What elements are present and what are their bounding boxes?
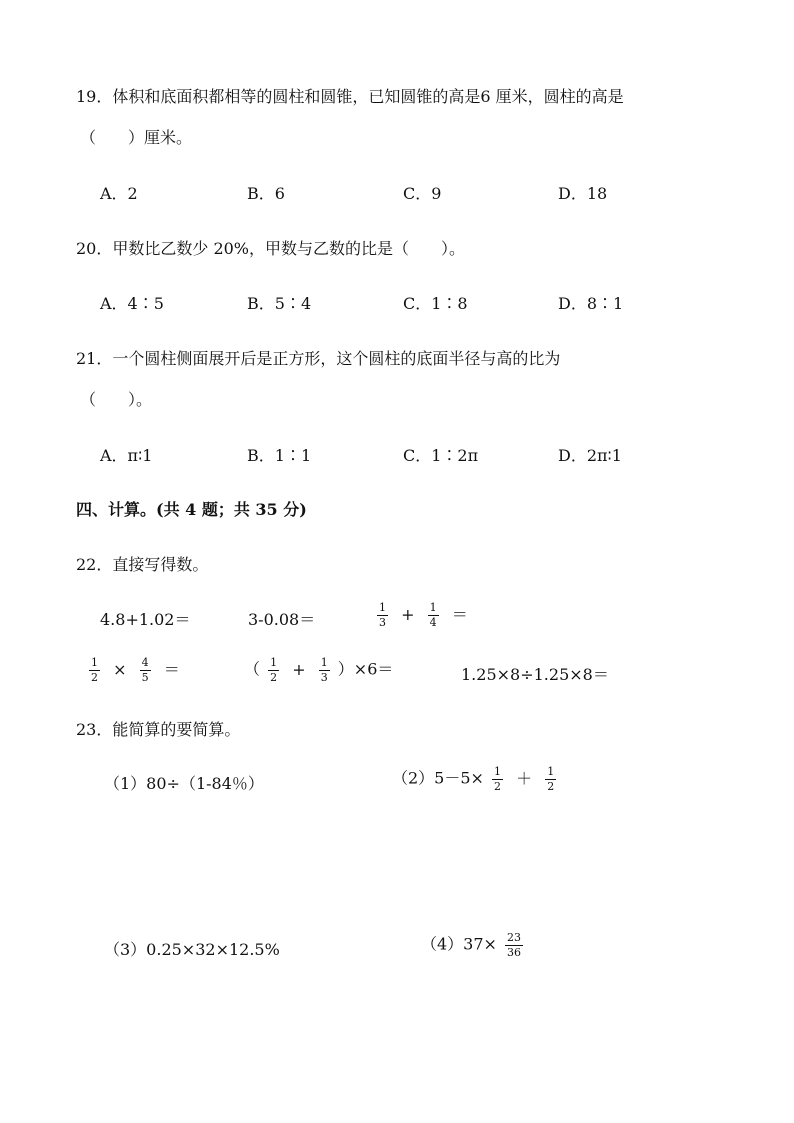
q23-part-3: （3）0.25×32×12.5% — [104, 940, 280, 959]
q20-stem: 20．甲数比乙数少 20%，甲数与乙数的比是（ ）。 — [76, 239, 466, 258]
q22-expr-6: 1.25×8÷1.25×8＝ — [461, 665, 609, 684]
q21-stem-line2: （ ）。 — [80, 390, 153, 409]
q20-option-a: A．4∶5 — [100, 294, 164, 313]
q19-option-d: D．18 — [558, 184, 608, 203]
q20-option-c: C．1∶8 — [403, 294, 468, 313]
q22-expr-1: 4.8+1.02＝ — [100, 610, 191, 629]
q21-stem-line1: 21．一个圆柱侧面展开后是正方形，这个圆柱的底面半径与高的比为 — [76, 349, 561, 368]
q23-part-4: （4）37× $\frac{23}{36}$ — [421, 931, 522, 959]
section-heading: 四、计算。(共 4 题；共 35 分) — [76, 500, 307, 519]
fraction: $\frac{1}{4}$ — [429, 601, 437, 629]
q21-option-a: A．π∶1 — [100, 446, 153, 465]
q20-option-b: B．5∶4 — [247, 294, 312, 313]
q23-part-1: （1）80÷（1-84％） — [104, 774, 264, 793]
q23-part-2: （2）5－5× $\frac{1}{2}$ ＋ $\frac{1}{2}$ — [392, 765, 555, 793]
q19-stem-line1: 19．体积和底面积都相等的圆柱和圆锥，已知圆锥的高是6 厘米，圆柱的高是 — [76, 87, 624, 106]
q19-option-a: A．2 — [100, 184, 138, 203]
q20-option-d: D．8∶1 — [558, 294, 624, 313]
q21-option-d: D．2π∶1 — [558, 446, 622, 465]
q19-stem-line2: （ ）厘米。 — [80, 128, 193, 147]
fraction: $\frac{1}{2}$ — [270, 656, 278, 684]
fraction: $\frac{1}{3}$ — [379, 601, 386, 629]
q19-option-b: B．6 — [247, 184, 285, 203]
q21-option-b: B．1∶1 — [247, 446, 312, 465]
q22-title: 22．直接写得数。 — [76, 555, 209, 574]
q23-title: 23．能简算的要简算。 — [76, 720, 241, 739]
fraction: $\frac{1}{2}$ — [547, 765, 555, 793]
q21-option-c: C．1∶2π — [403, 446, 479, 465]
q22-expr-2: 3-0.08＝ — [248, 610, 316, 629]
q22-expr-3: $\frac{1}{3}$ + $\frac{1}{4}$ ＝ — [379, 601, 468, 629]
q19-option-c: C．9 — [403, 184, 442, 203]
fraction: $\frac{1}{2}$ — [494, 765, 502, 793]
fraction: $\frac{1}{2}$ — [91, 656, 98, 684]
fraction: $\frac{4}{5}$ — [141, 656, 149, 684]
q22-expr-4: $\frac{1}{2}$ × $\frac{4}{5}$ ＝ — [91, 656, 180, 684]
q22-expr-5: （ $\frac{1}{2}$ + $\frac{1}{3}$ ）×6＝ — [244, 656, 394, 684]
fraction: $\frac{23}{36}$ — [507, 931, 522, 959]
fraction: $\frac{1}{3}$ — [320, 656, 328, 684]
